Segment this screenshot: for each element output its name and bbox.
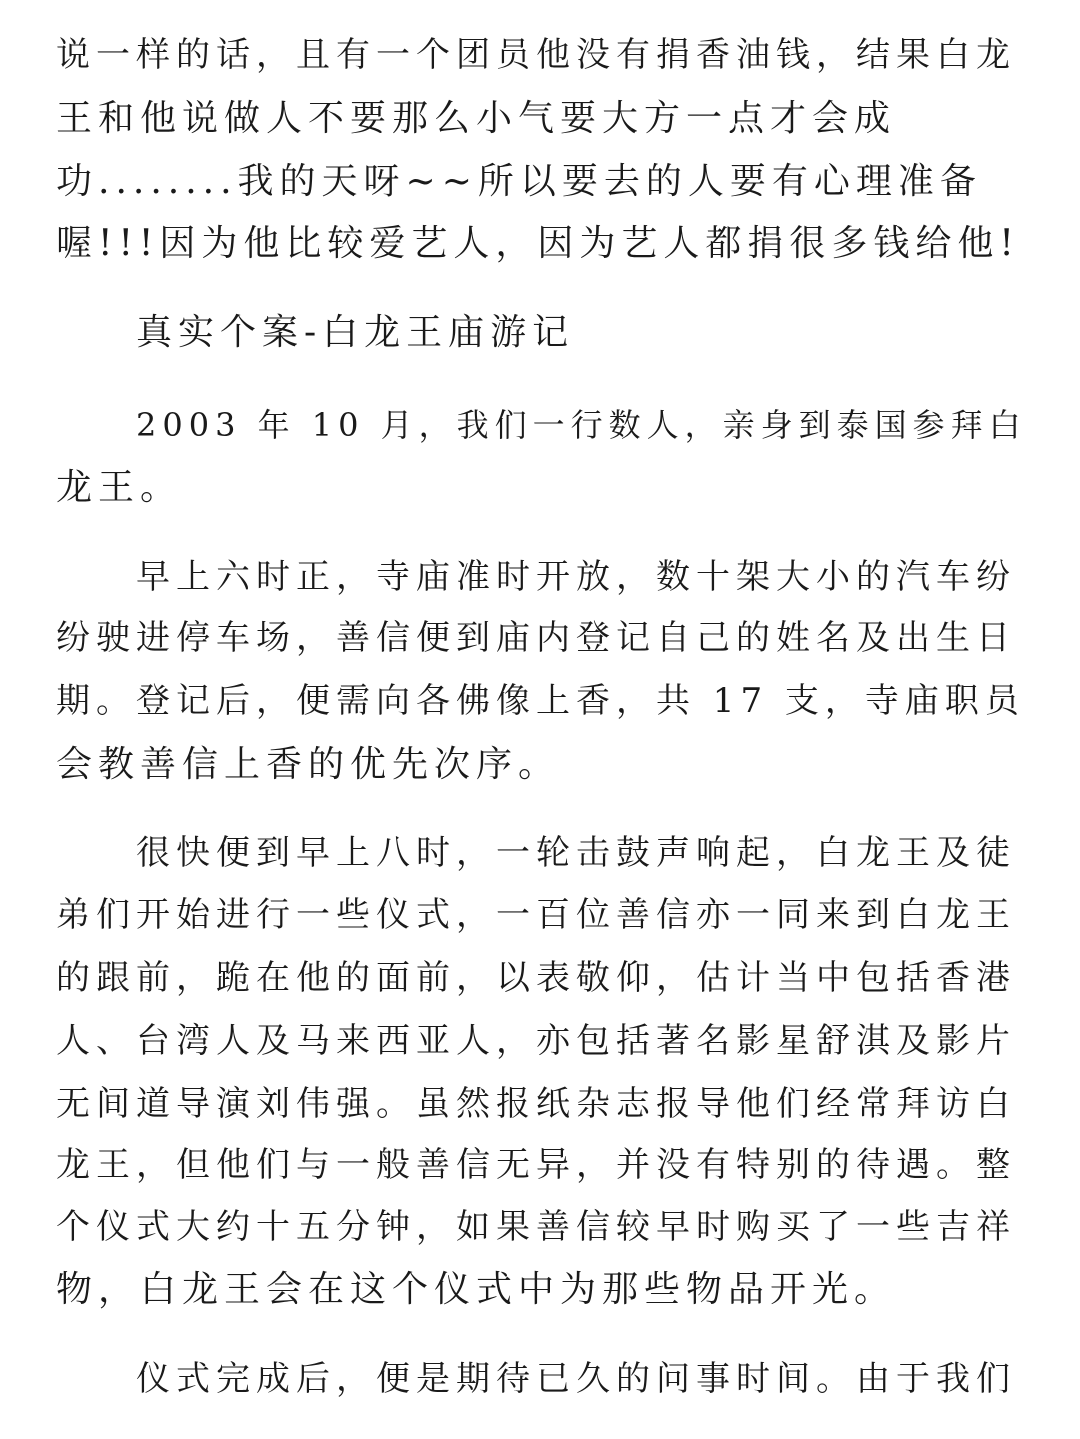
paragraph-2-line-1: 早上六时正，寺庙准时开放，数十架大小的汽车纷 [136,557,1016,597]
paragraph-3-line-8: 物，白龙王会在这个仪式中为那些物品开光。 [56,1269,897,1310]
paragraph-2-line-4: 会教善信上香的优先次序。 [56,744,561,785]
paragraph-2-line-2: 纷驶进停车场，善信便到庙内登记自己的姓名及出生日 [56,618,1016,658]
paragraph-2-line-3: 期。登记后，便需向各佛像上香，共 17 支，寺庙职员 [56,681,1025,721]
paragraph-1-line-2: 龙王。 [56,467,183,508]
continuation-line-2: 王和他说做人不要那么小气要大方一点才会成 [56,98,897,139]
paragraph-3-line-4: 人、台湾人及马来西亚人，亦包括著名影星舒淇及影片 [56,1021,1016,1061]
paragraph-3-line-7: 个仪式大约十五分钟，如果善信较早时购买了一些吉祥 [56,1207,1016,1247]
paragraph-3-line-2: 弟们开始进行一些仪式，一百位善信亦一同来到白龙王 [56,895,1016,935]
continuation-line-4: 喔!!!因为他比较爱艺人，因为艺人都捐很多钱给他! [56,223,1020,264]
paragraph-3-line-6: 龙王，但他们与一般善信无异，并没有特别的待遇。整 [56,1145,1016,1185]
paragraph-3-line-3: 的跟前，跪在他的面前，以表敬仰，估计当中包括香港 [56,958,1016,998]
section-title: 真实个案-白龙王庙游记 [136,312,575,353]
paragraph-3-line-5: 无间道导演刘伟强。虽然报纸杂志报导他们经常拜访白 [56,1084,1016,1124]
paragraph-1-line-1: 2003 年 10 月，我们一行数人，亲身到泰国参拜白 [136,406,1027,444]
continuation-line-1: 说一样的话，且有一个团员他没有捐香油钱，结果白龙 [56,35,1016,75]
paragraph-3-line-1: 很快便到早上八时，一轮击鼓声响起，白龙王及徒 [136,833,1016,873]
continuation-line-3: 功........我的天呀~~所以要去的人要有心理准备 [56,161,982,202]
paragraph-4-line-1: 仪式完成后，便是期待已久的问事时间。由于我们 [136,1359,1016,1399]
